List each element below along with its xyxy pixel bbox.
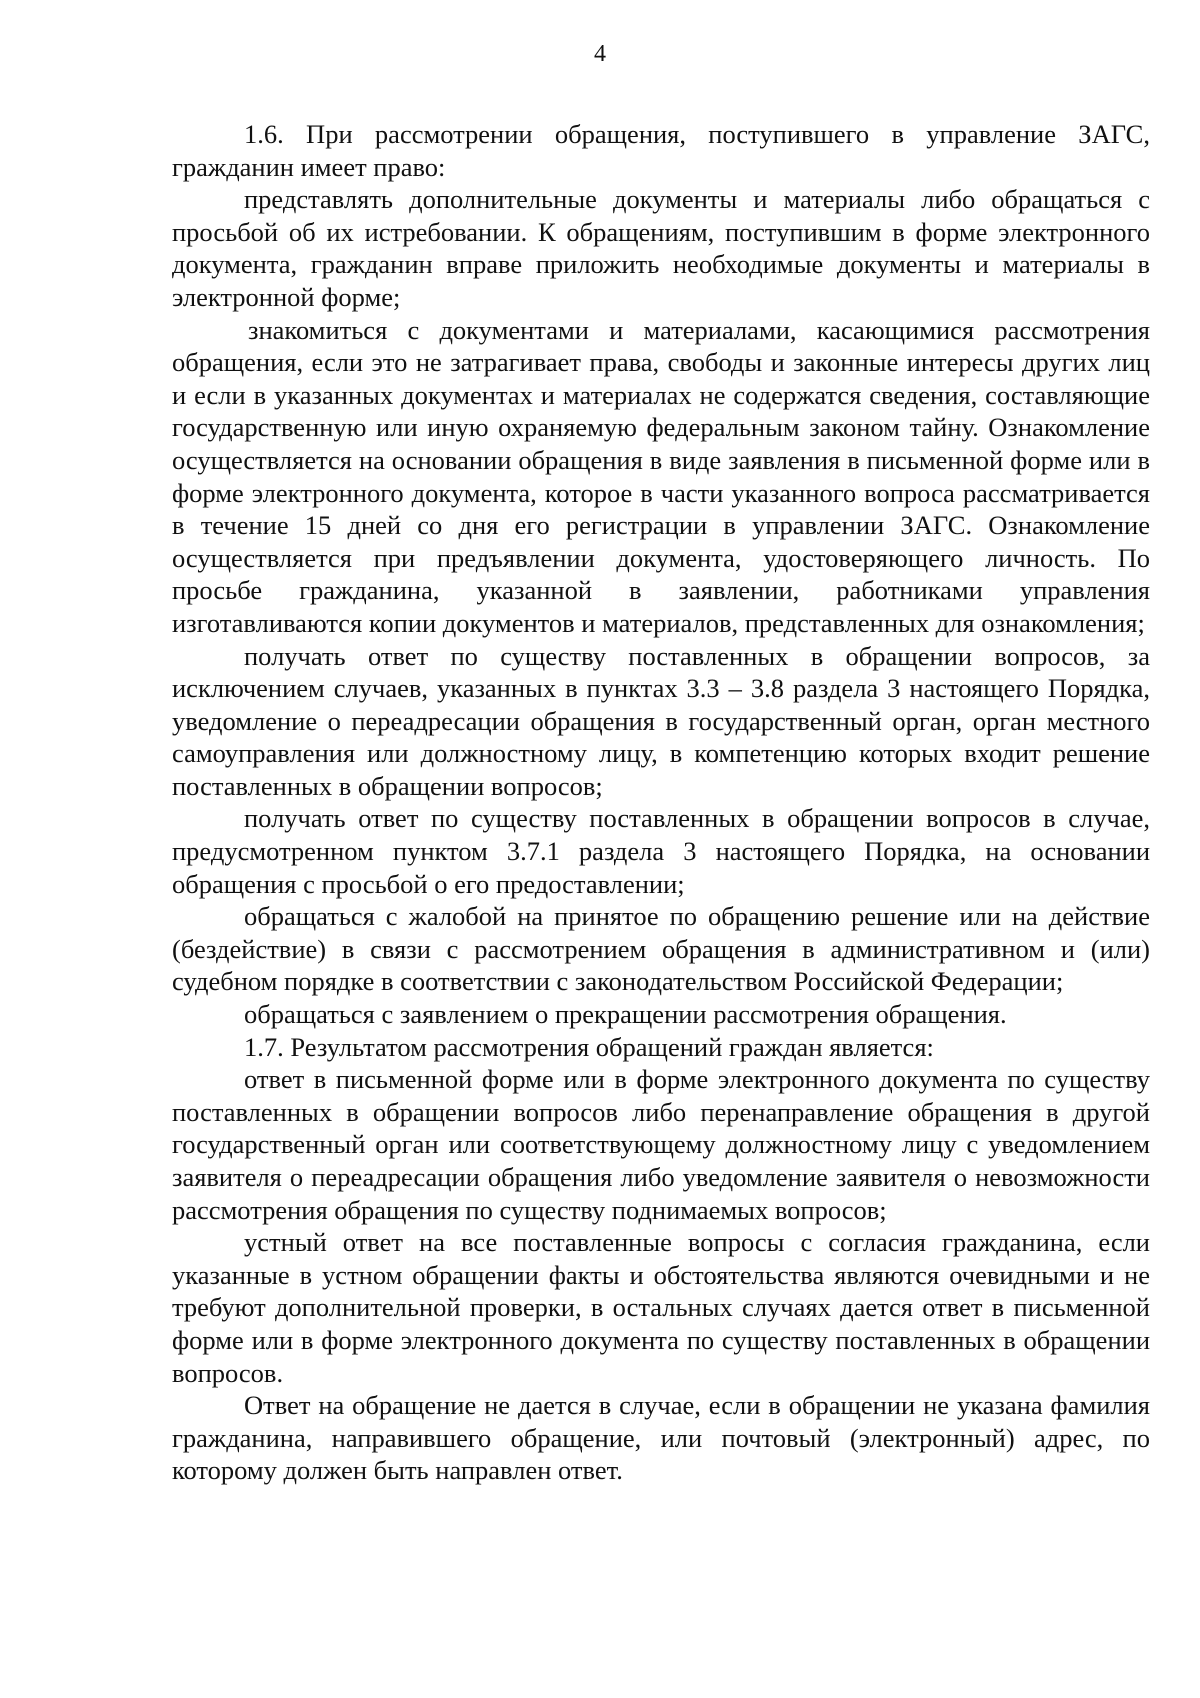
paragraph-no-answer-case: Ответ на обращение не дается в случае, если в обращении не указана фамилия гражданина, направившего обращение, или почтовый (электронный) адрес, по которому должен быть направлен ответ. — [172, 1390, 1150, 1486]
page-number: 4 — [594, 41, 606, 67]
paragraph-oral-answer: устный ответ на все поставленные вопросы с согласия гражданина, если указанные в устном обращении факты и обстоятельства являются очевидными и не требуют дополнительной проверки, в остальных случаях дается ответ в письменной форме или в форме электронного документа по существу поставленных в обращении вопросов. — [172, 1227, 1150, 1388]
paragraph-1-6-rights-intro: 1.6. При рассмотрении обращения, поступившего в управление ЗАГС, гражданин имеет право: — [172, 119, 1150, 182]
paragraph-submit-documents: представлять дополнительные документы и материалы либо обращаться с просьбой об их истребовании. К обращениям, поступившим в форме электронного документа, гражданин вправе приложить необходимые документы и материалы в электронной форме; — [172, 184, 1150, 312]
paragraph-request-termination: обращаться с заявлением о прекращении рассмотрения обращения. — [244, 999, 1007, 1030]
paragraph-review-materials: знакомиться с документами и материалами, касающимися рассмотрения обращения, если это не затрагивает права, свободы и законные интересы других лиц и если в указанных документах и материалах не содержатся сведения, составляющие государственную или иную охраняемую федеральным законом тайну. Ознакомление осуществляется на основании обращения в виде заявления в письменной форме или в форме электронного документа, которое в части указанного вопроса рассматривается в течение 15 дней со дня его регистрации в управлении ЗАГС. Ознакомление осуществляется при предъявлении документа, удостоверяющего личность. По просьбе гражданина, указанной в заявлении, работниками управления изготавливаются копии документов и материалов, представленных для ознакомления; — [172, 314, 1150, 638]
paragraph-receive-answer: получать ответ по существу поставленных в обращении вопросов, за исключением случаев, указанных в пунктах 3.3 – 3.8 раздела 3 настоящего Порядка, уведомление о переадресации обращения в государственный орган, орган местного самоуправления или должностному лицу, в компетенцию которых входит решение поставленных в обращении вопросов; — [172, 640, 1150, 801]
paragraph-file-complaint: обращаться с жалобой на принятое по обращению решение или на действие (бездействие) в связи с рассмотрением обращения в административном и (или) судебном порядке в соответствии с законодательством Российской Федерации; — [172, 901, 1150, 997]
paragraph-1-7-result-intro: 1.7. Результатом рассмотрения обращений граждан является: — [244, 1031, 934, 1062]
document-body — [172, 118, 1150, 1487]
paragraph-receive-answer-3-7-1: получать ответ по существу поставленных в обращении вопросов в случае, предусмотренном пунктом 3.7.1 раздела 3 настоящего Порядка, на основании обращения с просьбой о его предоставлении; — [172, 803, 1150, 899]
paragraph-written-answer: ответ в письменной форме или в форме электронного документа по существу поставленных в обращении вопросов либо перенаправление обращения в другой государственный орган или соответствующему должностному лицу с уведомлением заявителя о переадресации обращения либо уведомление заявителя о невозможности рассмотрения обращения по существу поднимаемых вопросов; — [172, 1064, 1150, 1225]
